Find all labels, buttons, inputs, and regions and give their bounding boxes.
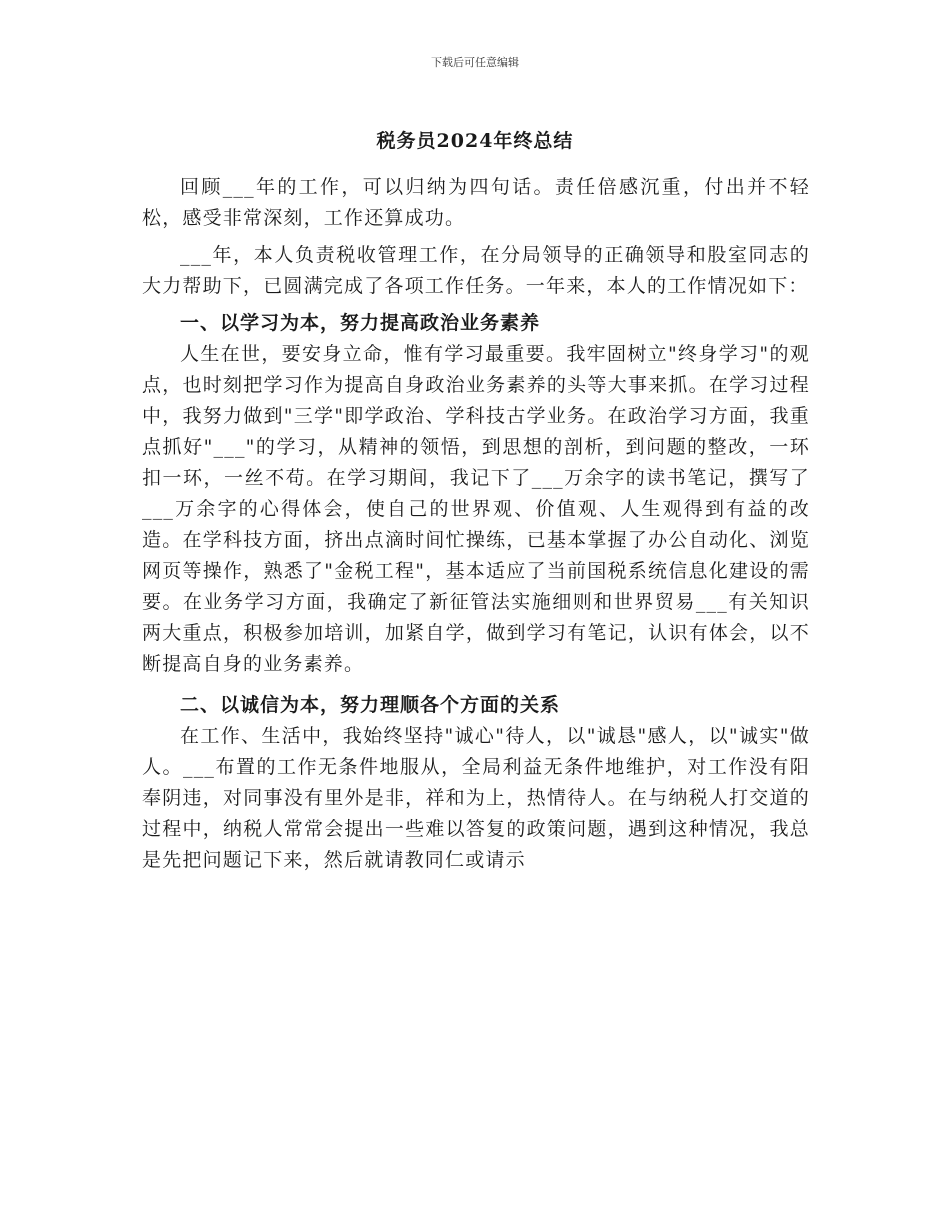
section-heading-integrity: 二、以诚信为本，努力理顺各个方面的关系: [180, 694, 561, 716]
section-heading-learning: 一、以学习为本，努力提高政治业务素养: [180, 312, 541, 334]
paragraph-overview: ___年，本人负责税收管理工作，在分局领导的正确领导和股室同志的大力帮助下，已圆满完成了各项工作任务。一年来，本人的工作情况如下：: [142, 244, 810, 297]
document-title: 税务员2024年终总结: [376, 130, 574, 152]
section-text-learning: 人生在世，要安身立命，惟有学习最重要。我牢固树立"终身学习"的观点，也时刻把学习作为提高自身政治业务素养的头等大事来抓。在学习过程中，我努力做到"三学"即学政治、学科技古学业务。在政治学习方面，我重点抓好"___"的学习，从精神的领悟，到思想的剖析，到问题的整改，一环扣一环，一丝不苟。在学习期间，我记下了___万余字的读书笔记，撰写了___万余字的心得体会，使自己的世界观、价值观、人生观得到有益的改造。在学科技方面，挤出点滴时间忙操练，已基本掌握了办公自动化、浏览网页等操作，熟悉了"金税工程"，基本适应了当前国税系统信息化建设的需要。在业务学习方面，我确定了新征管法实施细则和世界贸易___有关知识两大重点，积极参加培训，加紧自学，做到学习有笔记，认识有体会，以不断提高自身的业务素养。: [142, 343, 810, 675]
section-text-integrity: 在工作、生活中，我始终坚持"诚心"待人，以"诚恳"感人，以"诚实"做人。___布置的工作无条件地服从，全局利益无条件地维护，对工作没有阳奉阴违，对同事没有里外是非，祥和为上，热情待人。在与纳税人打交道的过程中，纳税人常常会提出一些难以答复的政策问题，遇到这种情况，我总是先把问题记下来，然后就请教同仁或请示: [142, 725, 810, 871]
header-note: 下载后可任意编辑: [431, 56, 519, 69]
paragraph-intro: 回顾___年的工作，可以归纳为四句话。责任倍感沉重，付出并不轻松，感受非常深刻，工作还算成功。: [142, 176, 810, 229]
document-body: [142, 172, 810, 876]
